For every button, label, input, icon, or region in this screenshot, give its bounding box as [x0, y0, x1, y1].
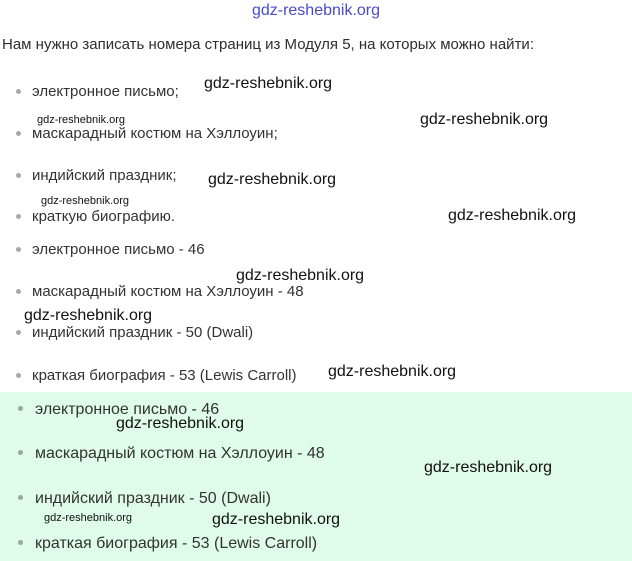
watermark: gdz-reshebnik.org	[328, 363, 457, 380]
list-item-text: маскарадный костюм на Хэллоуин - 48	[35, 445, 325, 462]
list-item	[18, 445, 325, 463]
watermark: gdz-reshebnik.org	[420, 111, 549, 128]
watermark: gdz-reshebnik.org	[37, 114, 126, 126]
bullet-icon	[18, 495, 23, 500]
watermark: gdz-reshebnik.org	[44, 512, 133, 524]
list-item	[16, 83, 179, 100]
list-item-text: краткая биография - 53 (Lewis Carroll)	[35, 535, 318, 552]
list-item	[16, 208, 175, 225]
list-item	[16, 241, 205, 258]
list-item	[16, 324, 253, 341]
watermark: gdz-reshebnik.org	[24, 307, 153, 324]
list-item-text: маскарадный костюм на Хэллоуин;	[32, 125, 278, 142]
watermark: gdz-reshebnik.org	[236, 267, 365, 284]
list-item-text: электронное письмо - 46	[32, 241, 205, 258]
watermark: gdz-reshebnik.org	[208, 171, 337, 188]
list-item-text: электронное письмо - 46	[35, 401, 220, 418]
watermark: gdz-reshebnik.org	[212, 511, 341, 528]
list-item	[16, 125, 278, 142]
bullet-icon	[16, 289, 21, 294]
watermark: gdz-reshebnik.org	[448, 207, 577, 224]
bullet-icon	[18, 450, 23, 455]
list-item-text: индийский праздник - 50 (Dwali)	[32, 324, 254, 341]
bullet-icon	[16, 330, 21, 335]
list-item-text: электронное письмо;	[32, 83, 179, 100]
bullet-icon	[16, 373, 21, 378]
watermark: gdz-reshebnik.org	[41, 195, 130, 207]
list-item-text: краткая биография - 53 (Lewis Carroll)	[32, 367, 297, 384]
bullet-icon	[16, 173, 21, 178]
list-item-text: индийский праздник;	[32, 167, 177, 184]
bullet-icon	[18, 406, 23, 411]
header-watermark: gdz-reshebnik.org	[251, 2, 381, 19]
bullet-icon	[16, 131, 21, 136]
list-item	[16, 167, 177, 184]
list-item	[18, 490, 271, 508]
bullet-icon	[16, 247, 21, 252]
watermark: gdz-reshebnik.org	[204, 75, 333, 92]
watermark: gdz-reshebnik.org	[424, 459, 553, 476]
bullet-icon	[16, 214, 21, 219]
bullet-icon	[16, 89, 21, 94]
list-item-text: маскарадный костюм на Хэллоуин - 48	[32, 283, 304, 300]
watermark: gdz-reshebnik.org	[116, 415, 245, 432]
list-item	[16, 367, 297, 384]
bullet-icon	[18, 540, 23, 545]
list-item-text: индийский праздник - 50 (Dwali)	[35, 490, 271, 507]
list-item-text: краткую биографию.	[32, 208, 176, 225]
intro-text: Нам нужно записать номера страниц из Модуля 5, на которых можно найти:	[2, 36, 534, 53]
list-item	[16, 283, 304, 300]
list-item	[18, 535, 317, 553]
